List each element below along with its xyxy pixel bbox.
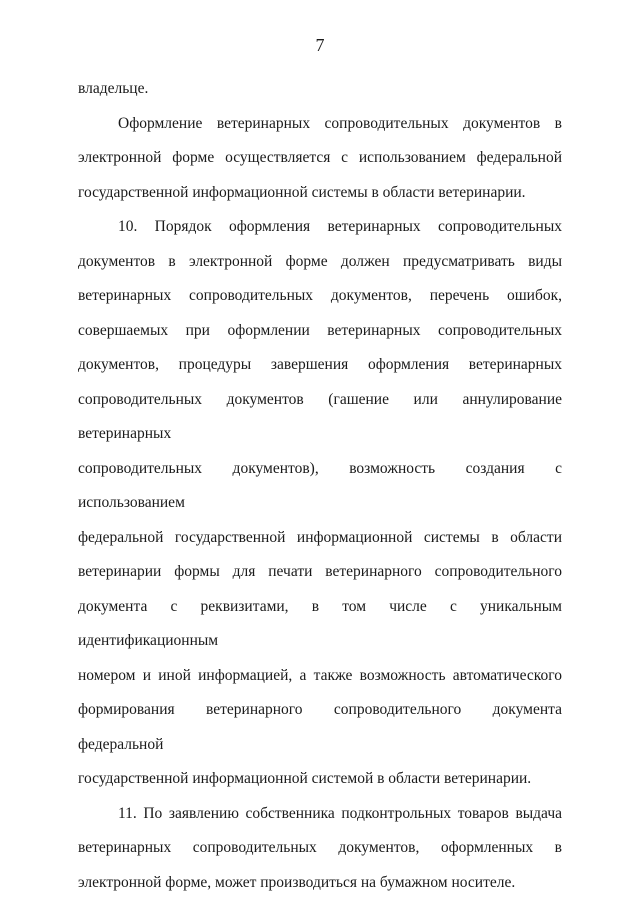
text-line: сопроводительных документов (гашение или аннулирование ветеринарных [78,390,562,442]
text-line: электронной форме осуществляется с использованием федеральной [78,149,562,166]
text-line: сопроводительных документов), возможность создания с использованием [78,459,562,511]
text-line: совершаемых при оформлении ветеринарных сопроводительных [78,321,562,339]
paragraph-continuation [78,72,562,107]
text-line: 11. По заявлению собственника подконтрольных товаров выдача [118,804,562,822]
text-line: номером и иной информацией, а также возможность автоматического [78,666,562,684]
document-body [78,72,562,900]
paragraph-item-10 [78,210,562,797]
text-line: ветеринарных сопроводительных документов, перечень ошибок, [78,287,562,304]
text-line: ветеринарии формы для печати ветеринарного сопроводительного [78,563,562,580]
text-line: государственной информационной системы в области ветеринарии. [78,183,526,201]
text-line: государственной информационной системой в области ветеринарии. [78,770,532,787]
text-line: 10. Порядок оформления ветеринарных сопроводительных [118,218,562,235]
text-line: владельце. [78,80,149,97]
text-line: документа с реквизитами, в том числе с уникальным идентификационным [78,597,562,649]
text-line: ветеринарных сопроводительных документов, оформленных в [78,839,562,856]
text-line: электронной форме, может производиться на бумажном носителе. [78,873,516,891]
text-line: формирования ветеринарного сопроводительного документа федеральной [78,701,562,753]
page-number: 7 [315,35,325,55]
text-line: Оформление ветеринарных сопроводительных документов в [118,114,562,132]
paragraph-item-11 [78,797,562,901]
paragraph-electronic-form [78,107,562,211]
text-line: федеральной государственной информационной системы в области [78,528,562,546]
text-line: документов, процедуры завершения оформления ветеринарных [78,356,562,373]
text-line: документов в электронной форме должен предусматривать виды [78,252,562,270]
